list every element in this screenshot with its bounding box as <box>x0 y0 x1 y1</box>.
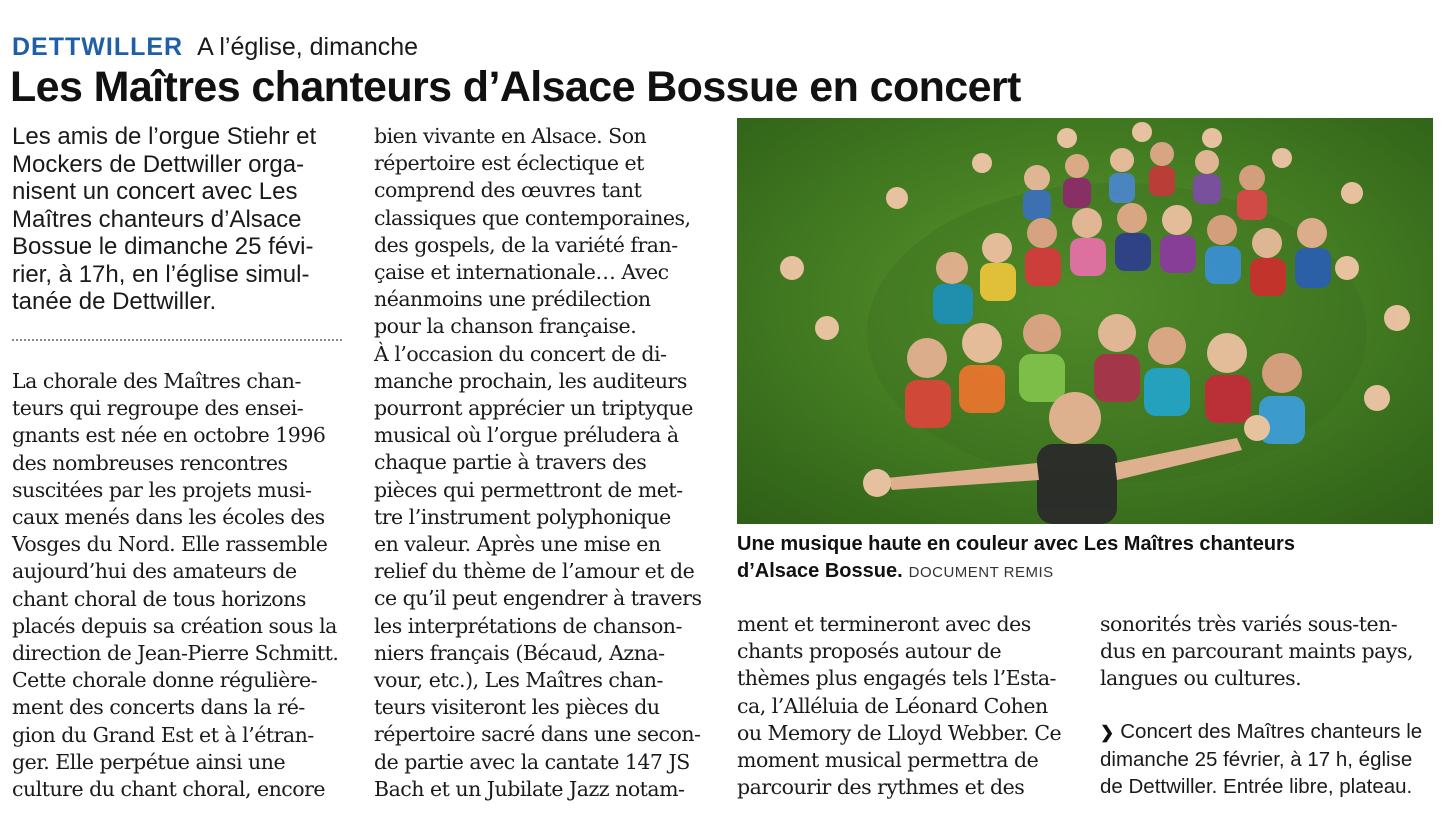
body-line: les interprétations de chanson- <box>374 613 682 638</box>
body-line: caux menés dans les écoles des <box>12 505 325 530</box>
body-line: néanmoins une prédilection <box>374 287 651 312</box>
body-line: culture du chant choral, encore <box>12 777 326 802</box>
lead-line: tanée de Dettwiller. <box>12 288 217 315</box>
info-line-1-wrap <box>1100 718 1422 746</box>
body-line: çaise et internationale… Avec <box>374 260 669 285</box>
body-line: langues ou cultures. <box>1100 666 1302 691</box>
kicker-place: DETTWILLER <box>12 33 184 61</box>
body-line: dus en parcourant maints pays, <box>1100 639 1414 664</box>
body-line: chaque partie à travers des <box>374 450 647 475</box>
body-line: gnants est née en octobre 1996 <box>12 423 326 448</box>
lead-line: Bossue le dimanche 25 févi- <box>12 233 314 260</box>
practical-info <box>1100 718 1422 800</box>
body-line: pièces qui permettront de met- <box>374 477 683 502</box>
body-line: répertoire est éclectique et <box>374 151 644 176</box>
body-line: thèmes plus engagés tels l’Esta- <box>737 666 1056 691</box>
body-line: ca, l’Alléluia de Léonard Cohen <box>737 693 1048 718</box>
body-line: de partie avec la cantate 147 JS <box>374 749 690 774</box>
photo-credit: DOCUMENT REMIS <box>908 564 1054 581</box>
dotted-divider <box>12 339 342 341</box>
body-line: ce qu’il peut engendrer à travers <box>374 586 702 611</box>
chevron-right-icon: ❯ <box>1100 723 1115 742</box>
info-line: de Dettwiller. Entrée libre, plateau. <box>1100 775 1413 798</box>
caption-line-2: d’Alsace Bossue. <box>737 560 903 582</box>
kicker-subtitle: A l’église, dimanche <box>197 33 419 61</box>
choir-photo-illustration <box>737 118 1433 524</box>
body-line: parcourir des rythmes et des <box>737 775 1025 800</box>
info-line: dimanche 25 février, à 17 h, église <box>1100 748 1413 771</box>
caption-line-2-wrap <box>737 558 1295 586</box>
body-line: teurs visiteront les pièces du <box>374 695 660 720</box>
body-column-2 <box>374 123 702 803</box>
body-line: relief du thème de l’amour et de <box>374 559 695 584</box>
body-line: musical où l’orgue préludera à <box>374 423 679 448</box>
photo-caption <box>737 531 1295 586</box>
body-line: manche prochain, les auditeurs <box>374 368 687 393</box>
body-column-1 <box>12 368 338 803</box>
lead-line: Les amis de l’orgue Stiehr et <box>12 123 317 150</box>
body-line: ment des concerts dans la ré- <box>12 695 305 720</box>
body-line: classiques que contemporaines, <box>374 205 691 230</box>
body-line: niers français (Bécaud, Azna- <box>374 640 665 665</box>
body-line: vour, etc.), Les Maîtres chan- <box>374 668 663 693</box>
body-line: suscitées par les projets musi- <box>12 477 312 502</box>
body-line: Vosges du Nord. Elle rassemble <box>12 532 328 557</box>
body-column-4 <box>1100 611 1413 693</box>
body-line: tre l’instrument polyphonique <box>374 504 671 529</box>
body-line: Bach et un Jubilate Jazz notam- <box>374 776 685 801</box>
body-line: placés depuis sa création sous la <box>12 613 337 638</box>
body-line: des nombreuses rencontres <box>12 450 288 475</box>
choir-photo <box>737 118 1433 524</box>
body-line: en valeur. Après une mise en <box>374 532 661 557</box>
body-line: répertoire sacré dans une secon- <box>374 722 701 747</box>
lead-line: Maîtres chanteurs d’Alsace <box>12 205 302 233</box>
caption-line-1: Une musique haute en couleur avec Les Maîtres chanteurs <box>737 533 1295 555</box>
body-line: ou Memory de Lloyd Webber. Ce <box>737 720 1062 745</box>
body-line: pourront apprécier un triptyque <box>374 396 693 421</box>
body-line: gion du Grand Est et à l’étran- <box>12 722 314 747</box>
article-headline: Les Maîtres chanteurs d’Alsace Bossue en concert <box>10 63 1021 111</box>
body-column-3 <box>737 611 1061 801</box>
body-line: Cette chorale donne régulière- <box>12 668 318 693</box>
lead-line: nisent un concert avec Les <box>12 178 298 205</box>
body-line: teurs qui regroupe des ensei- <box>12 396 304 421</box>
body-line: bien vivante en Alsace. Son <box>374 124 647 148</box>
body-line: chants proposés autour de <box>737 639 1002 664</box>
body-line: chant choral de tous horizons <box>12 586 306 611</box>
body-line: ger. Elle perpétue ainsi une <box>12 749 286 774</box>
info-line: Concert des Maîtres chanteurs le <box>1120 720 1423 743</box>
body-line: des gospels, de la variété fran- <box>374 232 678 257</box>
body-line: moment musical permettra de <box>737 748 1039 773</box>
body-line: sonorités très variés sous-ten- <box>1100 612 1398 636</box>
kicker <box>12 30 418 64</box>
body-line: comprend des œuvres tant <box>374 178 642 203</box>
body-line: direction de Jean-Pierre Schmitt. <box>12 641 339 666</box>
body-line: aujourd’hui des amateurs de <box>12 559 297 584</box>
body-line: À l’occasion du concert de di- <box>374 341 667 366</box>
body-line: La chorale des Maîtres chan- <box>12 369 301 393</box>
lead-line: Mockers de Dettwiller orga- <box>12 150 305 178</box>
body-line: ment et termineront avec des <box>737 612 1031 636</box>
body-line: pour la chanson française. <box>374 314 637 339</box>
lead-paragraph <box>12 123 316 316</box>
lead-line: rier, à 17h, en l’église simul- <box>12 260 310 288</box>
